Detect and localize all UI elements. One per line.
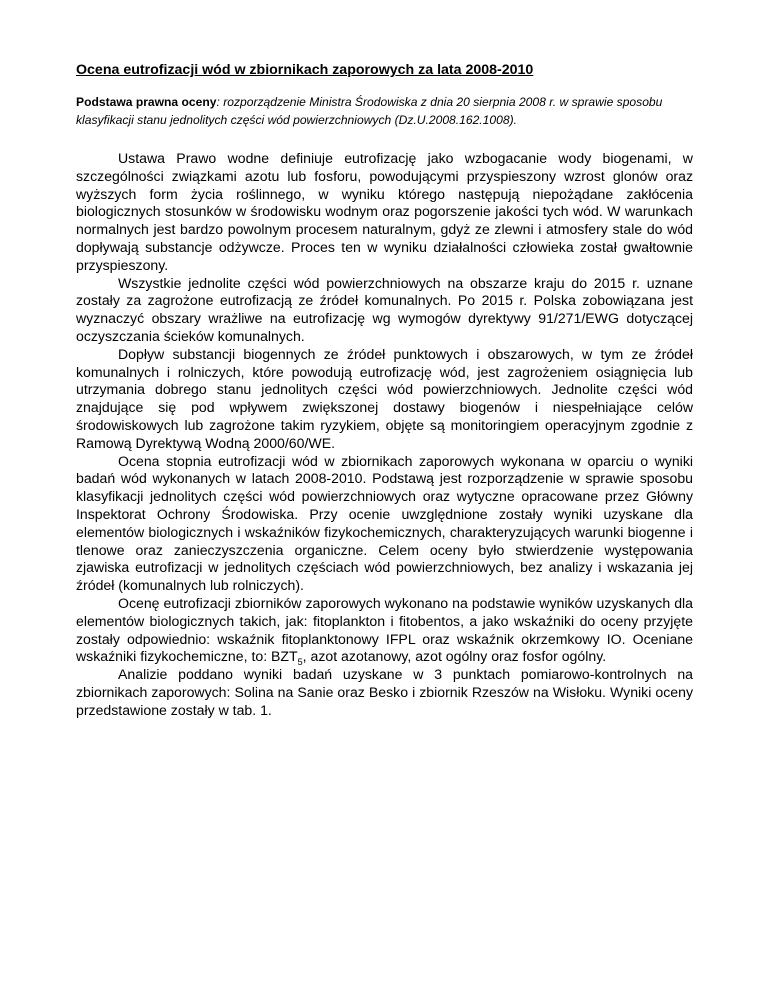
paragraph-text: , azot azotanowy, azot ogólny oraz fosfor ogólny. — [302, 648, 607, 665]
paragraph-text: Ocenę eutrofizacji zbiorników zaporowych wykonano na podstawie wyników uzyskanych dla elementów biologicznych takich, jak: fitoplankton i fitobentos, a jako wskaźniki do oceny przyjęte zostały odpowiednio: wskaźnik fitoplanktonowy IFPL oraz wskaźnik okrzemkowy IO. Oceniane wskaźniki fizykochemiczne, to: BZT — [76, 594, 693, 665]
paragraph: Wszystkie jednolite części wód powierzchniowych na obszarze kraju do 2015 r. uznane zostały za zagrożone eutrofizacją ze źródeł komunalnych. Po 2015 r. Polska zobowiązana jest wyznaczyć obszary wrażliwe na eutrofizację wg wymogów dyrektywy 91/271/EWG dotyczącej oczyszczania ścieków komunalnych. — [76, 274, 693, 344]
legal-basis-text: : rozporządzenie Ministra Środowiska z dnia 20 sierpnia 2008 r. w sprawie sposobu klasyfikacji stanu jednolitych części wód powierzchniowych (Dz.U.2008.162.1008). — [76, 95, 663, 127]
paragraph: Ustawa Prawo wodne definiuje eutrofizację jako wzbogacanie wody biogenami, w szczególności związkami azotu lub fosforu, powodującymi przyspieszony wzrost glonów oraz wyższych form życia roślinnego, w wyniku którego następują niepożądane zakłócenia biologicznych stosunków w środowisku wodnym oraz pogorszenie jakości tych wód. W warunkach normalnych jest bardzo powolnym procesem naturalnym, gdyż ze zlewni i atmosfery stale do wód dopływają substancje odżywcze. Proces ten w wyniku działalności człowieka został gwałtownie przyspieszony. — [76, 150, 693, 273]
body-text — [76, 150, 693, 720]
paragraph: Ocena stopnia eutrofizacji wód w zbiornikach zaporowych wykonana w oparciu o wyniki badań wód wykonanych w latach 2008-2010. Podstawą jest rozporządzenie w sprawie sposobu klasyfikacji jednolitych części wód powierzchniowych oraz wytyczne opracowane przez Główny Inspektorat Ochrony Środowiska. Przy ocenie uwzględnione zostały wyniki uzyskane dla elementów biologicznych i wskaźników fizykochemicznych, charakteryzujących warunki biogenne i tlenowe oraz zanieczyszczenia organiczne. Celem oceny było stwierdzenie występowania zjawiska eutrofizacji w jednolitych częściach wód powierzchniowych, bez analizy i wskazania jej źródeł (komunalnych lub rolniczych). — [76, 452, 693, 594]
paragraph — [76, 595, 693, 666]
document-title: Ocena eutrofizacji wód w zbiornikach zaporowych za lata 2008-2010 — [76, 62, 534, 78]
subscript: 5 — [297, 657, 303, 668]
paragraph: Dopływ substancji biogennych ze źródeł punktowych i obszarowych, w tym ze źródeł komunalnych i rolniczych, które powodują eutrofizację wód, jest zagrożeniem osiągnięcia lub utrzymania dobrego stanu jednolitych części wód powierzchniowych. Jednolite części wód znajdujące się pod wpływem zwiększonej dostawy biogenów i niespełniające celów środowiskowych lub zagrożone takim ryzykiem, objęte są monitoringiem operacyjnym zgodnie z Ramową Dyrektywą Wodną 2000/60/WE. — [76, 345, 693, 451]
legal-basis-label: Podstawa prawna oceny — [76, 95, 217, 109]
paragraph: Analizie poddano wyniki badań uzyskane w 3 punktach pomiarowo-kontrolnych na zbiornikach zaporowych: Solina na Sanie oraz Besko i zbiornik Rzeszów na Wisłoku. Wyniki oceny przedstawione zostały w tab. 1. — [76, 666, 693, 718]
legal-basis — [76, 93, 694, 129]
